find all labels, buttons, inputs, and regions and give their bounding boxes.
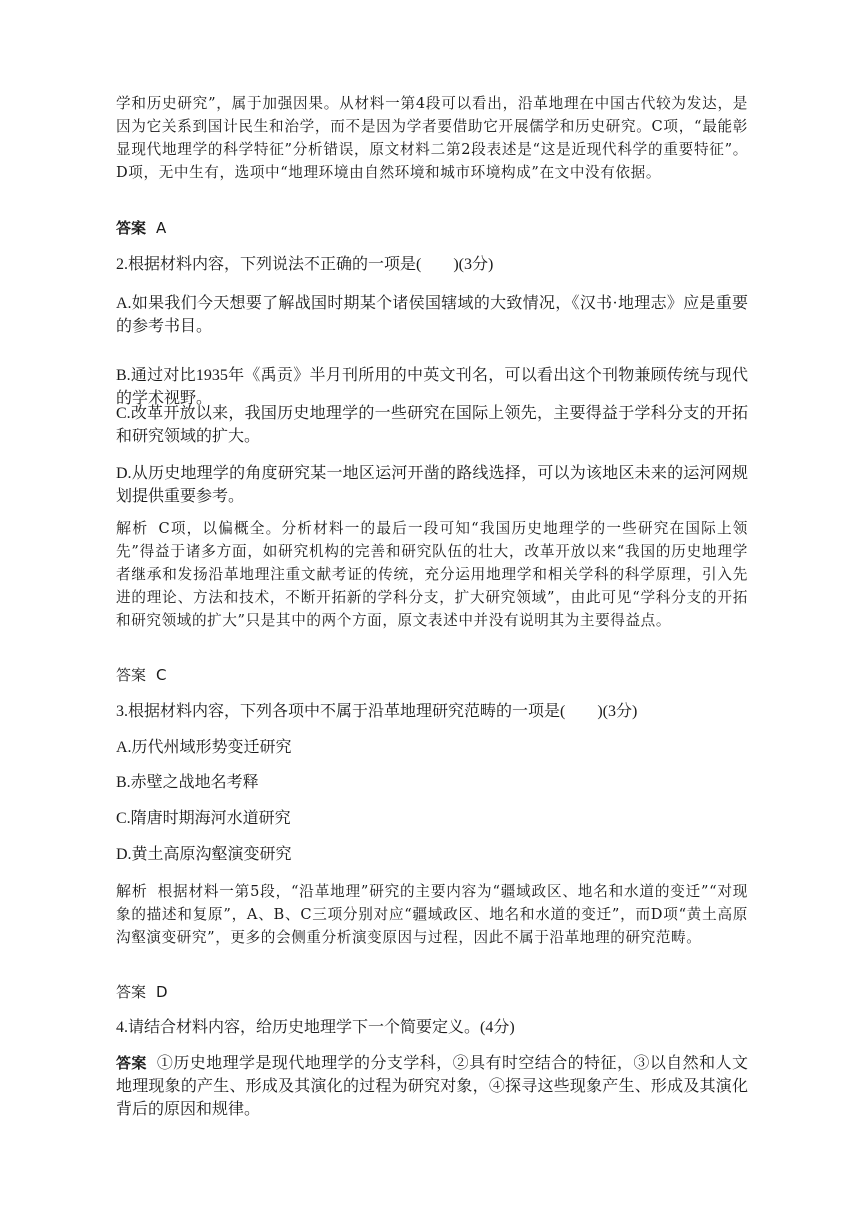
question-4-answer: 答案 ①历史地理学是现代地理学的分支学科，②具有时空结合的特征，③以自然和人文地理现象的产生、形成及其演化的过程为研究对象，④探寻这些现象产生、形成及其演化背后的原因和规律。 <box>116 1054 748 1118</box>
question-3-stem: 3.根据材料内容，下列各项中不属于沿革地理研究范畴的一项是( )(3分) <box>116 703 638 720</box>
answer-value: D <box>156 983 168 1001</box>
question-2-option-c: C.改革开放以来，我国历史地理学的一些研究在国际上领先，主要得益于学科分支的开拓和研究领域的扩大。 <box>116 405 748 445</box>
question-2-option-d: D.从历史地理学的角度研究某一地区运河开凿的路线选择，可以为该地区未来的运河网规划提供重要参考。 <box>116 465 748 505</box>
answer-2 <box>116 664 748 687</box>
question-3-option-c: C.隋唐时期海河水道研究 <box>116 810 291 827</box>
answer-label: 答案 <box>116 666 147 684</box>
answer-label: 答案 <box>116 983 147 1001</box>
question-2-option-b: B.通过对比1935年《禹贡》半月刊所用的中英文刊名，可以看出这个刊物兼顾传统与现代的学术视野。 <box>116 367 748 407</box>
analysis-label: 解析 <box>116 519 149 537</box>
answer-label: 答案 <box>116 1054 147 1072</box>
analysis-continuation: 学和历史研究”，属于加强因果。从材料一第4段可以看出，沿革地理在中国古代较为发达，是因为它关系到国计民生和治学，而不是因为学者要借助它开展儒学和历史研究。C项，“最能彰显现代地理学的科学特征”分析错误，原文材料二第2段表述是“这是近现代科学的重要特征”。D项，无中生有，选项中“地理环境由自然环境和城市环境构成”在文中没有依据。 <box>116 95 748 181</box>
answer-value: A <box>156 219 167 237</box>
question-2-analysis: 解析 C项，以偏概全。分析材料一的最后一段可知“我国历史地理学的一些研究在国际上领先”得益于诸多方面，如研究机构的完善和研究队伍的壮大，改革开放以来“我国的历史地理学者继承和发扬沿革地理注重文献考证的传统，充分运用地理学和相关学科的科学原理，引入先进的理论、方法和技术，不断开拓新的学科分支，扩大研究领域”，由此可见“学科分支的开拓和研究领域的扩大”只是其中的两个方面，原文表述中并没有说明其为主要得益点。 <box>116 519 748 629</box>
answer-value: C <box>156 666 167 684</box>
question-3-option-d: D.黄土高原沟壑演变研究 <box>116 846 292 863</box>
answer-1 <box>116 217 748 240</box>
question-3-option-b: B.赤壁之战地名考释 <box>116 774 259 791</box>
question-4-stem: 4.请结合材料内容，给历史地理学下一个简要定义。(4分) <box>116 1019 515 1036</box>
question-2-stem: 2.根据材料内容，下列说法不正确的一项是( )(3分) <box>116 256 494 273</box>
question-3-option-a: A.历代州域形势变迁研究 <box>116 739 292 756</box>
answer-label: 答案 <box>116 219 147 237</box>
question-3-analysis: 解析 根据材料一第5段，“沿革地理”研究的主要内容为“疆域政区、地名和水道的变迁”“对现象的描述和复原”，A、B、C三项分别对应“疆域政区、地名和水道的变迁”，而D项“黄土高原沟壑演变研究”，更多的会侧重分析演变原因与过程，因此不属于沿革地理的研究范畴。 <box>116 882 748 946</box>
analysis-label: 解析 <box>116 882 148 900</box>
question-2-option-a: A.如果我们今天想要了解战国时期某个诸侯国辖域的大致情况，《汉书·地理志》应是重要的参考书目。 <box>116 295 748 335</box>
answer-3 <box>116 981 748 1004</box>
